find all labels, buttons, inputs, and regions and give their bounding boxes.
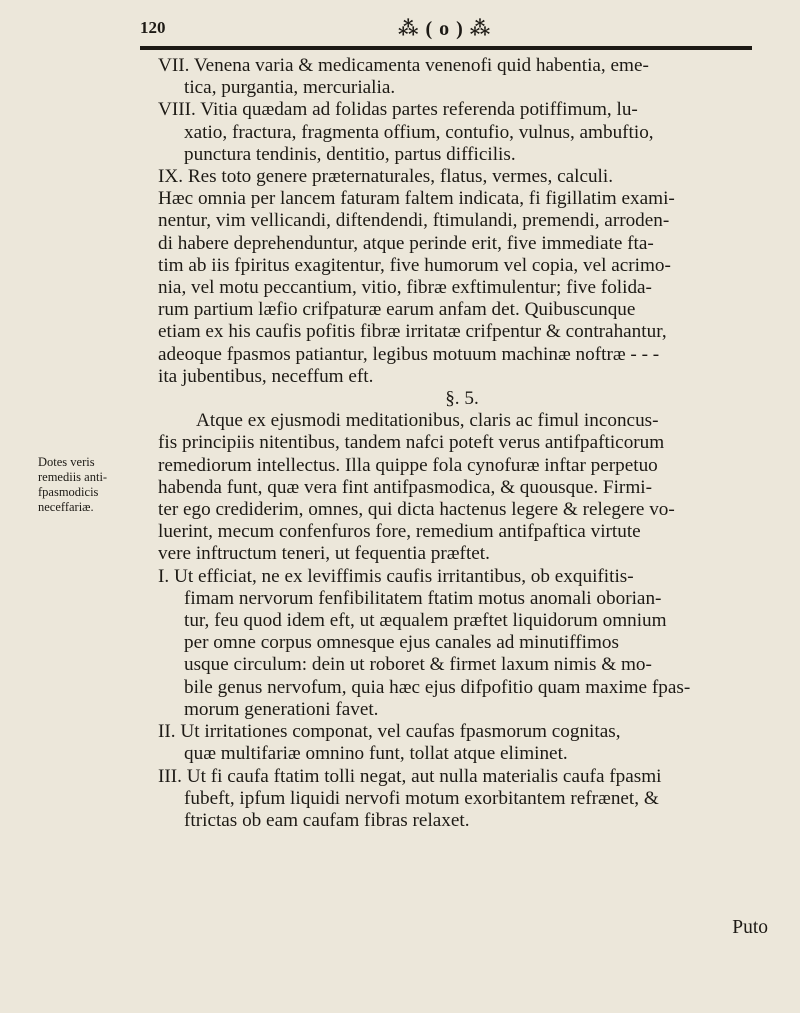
text-line: Hæc omnia per lancem faturam faltem indicata, fi figillatim exami- xyxy=(158,188,675,210)
text-line: per omne corpus omnesque ejus canales ad minutiffimos xyxy=(184,632,619,654)
page-number: 120 xyxy=(140,18,166,37)
text-line: ter ego crediderim, omnes, qui dicta hactenus legere & relegere vo- xyxy=(158,499,675,521)
main-text xyxy=(158,55,766,832)
text-line: nentur, vim vellicandi, diftendendi, ftimulandi, premendi, arroden- xyxy=(158,210,670,232)
text-line: vere inftructum teneri, ut fequentia præftet. xyxy=(158,543,490,565)
catchword: Puto xyxy=(732,917,768,938)
text-line: fubeft, ipfum liquidi nervofi motum exorbitantem refrænet, & xyxy=(184,787,659,809)
text-line: ftrictas ob eam caufam fibras relaxet. xyxy=(184,809,470,831)
text-line: di habere deprehenduntur, atque perinde erit, five immediate fta- xyxy=(158,232,654,254)
text-line: habenda funt, quæ vera fint antifpasmodica, & quousque. Firmi- xyxy=(158,476,652,498)
text-line: rum partium læfio crifpaturæ earum anfam det. Quibuscunque xyxy=(158,299,636,321)
text-line: Atque ex ejusmodi meditationibus, claris ac fimul inconcus- xyxy=(196,410,659,432)
text-line: adeoque fpasmos patiantur, legibus motuum machinæ noftræ - - - xyxy=(158,343,660,365)
section-heading: §. 5. xyxy=(445,388,479,410)
text-line: I. Ut efficiat, ne ex leviffimis caufis irritantibus, ob exquifitis- xyxy=(158,565,634,587)
text-line: VIII. Vitia quædam ad folidas partes referenda potiffimum, lu- xyxy=(158,99,638,121)
text-line: II. Ut irritationes componat, vel caufas fpasmorum cognitas, xyxy=(158,721,621,743)
text-line: nia, vel motu peccantium, vitio, fibræ exftimulentur; five folida- xyxy=(158,277,652,299)
text-line: tim ab iis fpiritus exagitentur, five humorum vel copia, vel acrimo- xyxy=(158,254,671,276)
marginal-note xyxy=(38,455,128,515)
text-line: punctura tendinis, dentitio, partus difficilis. xyxy=(184,143,516,165)
text-line: quæ multifariæ omnino funt, tollat atque eliminet. xyxy=(184,743,568,765)
text-line: tur, feu quod idem eft, ut æqualem præftet liquidorum omnium xyxy=(184,610,667,632)
text-line: etiam ex his caufis pofitis fibræ irritatæ crifpentur & contrahantur, xyxy=(158,321,667,343)
text-line: tica, purgantia, mercurialia. xyxy=(184,77,396,99)
text-line: ita jubentibus, neceffum eft. xyxy=(158,365,374,387)
running-head-ornament: ⁂ ( o ) ⁂ xyxy=(398,18,492,40)
marginal-note-line: Dotes veris xyxy=(38,455,95,469)
marginal-note-line: fpasmodicis xyxy=(38,485,99,499)
page-header xyxy=(140,14,752,54)
text-line: usque circulum: dein ut roboret & firmet laxum nimis & mo- xyxy=(184,654,652,676)
marginal-note-line: neceffariæ. xyxy=(38,500,94,514)
text-line: luerint, mecum confenfuros fore, remedium antifpafticа virtute xyxy=(158,521,641,543)
header-rule xyxy=(140,46,752,50)
text-line: IX. Res toto genere præternaturales, flatus, vermes, calculi. xyxy=(158,166,614,188)
text-line: bile genus nervofum, quia hæc ejus difpofitio quam maxime fpas- xyxy=(184,676,691,698)
text-line: fimam nervorum fenfibilitatem ftatim motus anomali oborian- xyxy=(184,587,662,609)
text-line: xatio, fractura, fragmenta offium, contufio, vulnus, ambuftio, xyxy=(184,121,654,143)
text-line: morum generationi favet. xyxy=(184,698,379,720)
text-line: remediorum intellectus. Illa quippe fola cynofuræ inftar perpetuo xyxy=(158,454,658,476)
text-line: VII. Venena varia & medicamenta venenofi quid habentia, eme- xyxy=(158,55,649,76)
marginal-note-line: remediis anti- xyxy=(38,470,108,484)
text-line: III. Ut fi caufa ftatim tolli negat, aut nulla materialis caufa fpasmi xyxy=(158,765,662,787)
text-line: fis principiis nitentibus, tandem nafci poteft verus antifpafticorum xyxy=(158,432,665,454)
